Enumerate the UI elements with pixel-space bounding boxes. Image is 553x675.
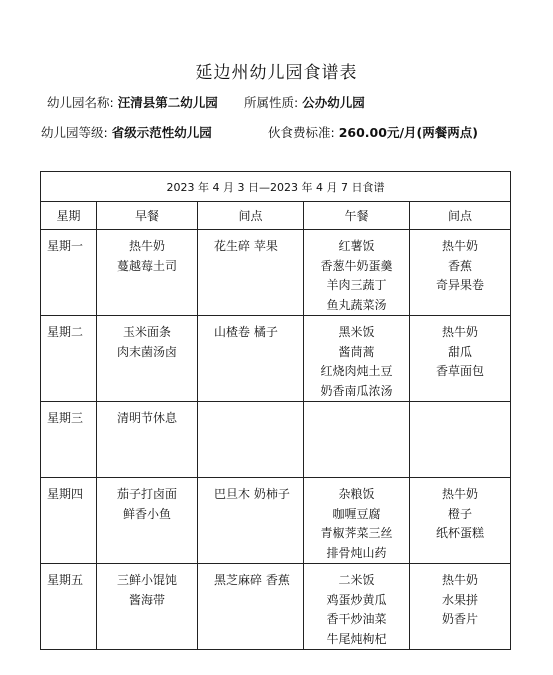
- ownership-type-row: [244, 93, 365, 111]
- menu-item: 热牛奶: [442, 487, 479, 501]
- header-snack-morning: 间点: [198, 202, 304, 230]
- meal-fee-label: 伙食费标准:: [268, 125, 335, 140]
- table-row: [41, 316, 511, 402]
- lunch-cell: [304, 402, 410, 478]
- table-caption: 2023 年 4 月 3 日—2023 年 4 月 7 日食谱: [41, 172, 511, 202]
- lunch-cell: [304, 478, 410, 564]
- header-breakfast: 早餐: [97, 202, 198, 230]
- afternoon-snack-cell: [410, 564, 511, 650]
- kindergarten-level-label: 幼儿园等级:: [41, 125, 108, 140]
- meal-fee-value: 260.00元/月(两餐两点): [338, 125, 478, 140]
- menu-item: 酱海带: [128, 592, 165, 607]
- lunch-cell: [304, 230, 410, 316]
- breakfast-cell: [97, 230, 198, 316]
- menu-item: 水果拼: [442, 592, 479, 607]
- table-header-row: [41, 202, 511, 230]
- menu-item: 玉米面条: [122, 325, 171, 339]
- menu-item: 奶香南瓜浓汤: [320, 383, 393, 398]
- menu-item: 咖喱豆腐: [332, 506, 381, 521]
- menu-item: 巴旦木 奶柿子: [214, 487, 290, 501]
- lunch-cell: [304, 316, 410, 402]
- header-lunch: 午餐: [304, 202, 410, 230]
- breakfast-cell: [97, 564, 198, 650]
- ownership-type-value: 公办幼儿园: [302, 95, 365, 110]
- menu-item: 山楂卷 橘子: [214, 325, 278, 339]
- menu-item: 牛尾炖枸杞: [326, 631, 387, 646]
- menu-item: 肉末菌汤卤: [116, 344, 177, 359]
- table-row: [41, 478, 511, 564]
- table-row: [41, 564, 511, 650]
- menu-item: 羊肉三蔬丁: [326, 278, 387, 292]
- menu-item: 红薯饭: [338, 239, 375, 253]
- menu-item: 纸杯蛋糕: [436, 526, 485, 540]
- morning-snack-cell: [198, 402, 304, 478]
- afternoon-snack-cell: [410, 316, 511, 402]
- menu-item: 橙子: [448, 506, 473, 521]
- menu-item: 香草面包: [436, 364, 485, 378]
- menu-item: 鸡蛋炒黄瓜: [326, 592, 387, 607]
- table-row: [41, 402, 511, 478]
- breakfast-cell: [97, 478, 198, 564]
- menu-item: 热牛奶: [442, 325, 479, 339]
- weekday-cell: 星期三: [41, 402, 97, 478]
- table-row: [41, 230, 511, 316]
- header-weekday: 星期: [41, 202, 97, 230]
- menu-item: 甜瓜: [448, 344, 473, 359]
- ownership-type-label: 所属性质:: [244, 95, 299, 110]
- menu-item: 鱼丸蔬菜汤: [326, 297, 387, 312]
- menu-item: 青椒荠菜三丝: [320, 526, 393, 540]
- afternoon-snack-cell: [410, 478, 511, 564]
- weekly-menu-table: [40, 171, 511, 650]
- page-title: 延边州幼儿园食谱表: [195, 63, 358, 83]
- morning-snack-cell: [198, 230, 304, 316]
- menu-item: 茄子打卤面: [116, 487, 177, 501]
- menu-item: 花生碎 苹果: [214, 239, 278, 253]
- afternoon-snack-cell: [410, 402, 511, 478]
- menu-item: 三鲜小馄饨: [116, 573, 177, 587]
- morning-snack-cell: [198, 478, 304, 564]
- afternoon-snack-cell: [410, 230, 511, 316]
- menu-item: 鲜香小鱼: [122, 506, 171, 521]
- morning-snack-cell: [198, 564, 304, 650]
- kindergarten-name-label: 幼儿园名称:: [47, 95, 114, 110]
- menu-item: 香蕉: [448, 258, 473, 273]
- meal-fee-row: [268, 123, 478, 141]
- menu-item: 香葱牛奶蛋羹: [320, 258, 393, 273]
- menu-item: 杂粮饭: [338, 487, 375, 501]
- morning-snack-cell: [198, 316, 304, 402]
- menu-item: 清明节休息: [116, 411, 177, 425]
- breakfast-cell: [97, 316, 198, 402]
- menu-item: 二米饭: [338, 573, 375, 587]
- menu-item: 热牛奶: [442, 239, 479, 253]
- kindergarten-name-row: [47, 93, 218, 111]
- header-snack-afternoon: 间点: [410, 202, 511, 230]
- menu-item: 热牛奶: [442, 573, 479, 587]
- weekday-cell: 星期四: [41, 478, 97, 564]
- menu-item: 酱茼蒿: [338, 344, 375, 359]
- weekday-cell: 星期一: [41, 230, 97, 316]
- kindergarten-level-value: 省级示范性幼儿园: [111, 125, 212, 140]
- lunch-cell: [304, 564, 410, 650]
- kindergarten-level-row: [41, 123, 212, 141]
- menu-item: 黑芝麻碎 香蕉: [214, 573, 290, 587]
- menu-item: 排骨炖山药: [326, 545, 387, 560]
- weekday-cell: 星期五: [41, 564, 97, 650]
- menu-item: 奶香片: [442, 612, 479, 626]
- breakfast-cell: [97, 402, 198, 478]
- menu-item: 黑米饭: [338, 325, 375, 339]
- kindergarten-name-value: 汪清县第二幼儿园: [117, 95, 218, 110]
- menu-item: 蔓越莓土司: [116, 258, 177, 273]
- menu-item: 奇异果卷: [436, 278, 485, 292]
- menu-item: 红烧肉炖土豆: [320, 364, 393, 378]
- menu-item: 热牛奶: [128, 239, 165, 253]
- weekday-cell: 星期二: [41, 316, 97, 402]
- menu-item: 香干炒油菜: [326, 612, 387, 626]
